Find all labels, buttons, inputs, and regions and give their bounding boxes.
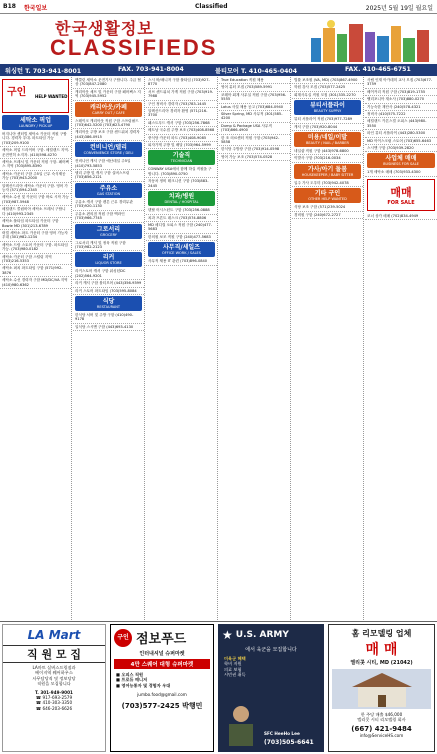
army-line1: 미육군 혜택	[224, 656, 246, 661]
category-title: 가사/아기 돌봄	[307, 165, 348, 173]
category-header-laundry	[2, 115, 69, 130]
help-wanted-banner	[2, 79, 69, 113]
category-header-convenience	[75, 142, 142, 157]
classified-ad[interactable]: 세탁소 드랍 스토어 카운터 구함. 파트타임 가능. (703)980-0182	[0, 242, 71, 254]
classified-ad[interactable]: 법률 보조원 (VA, MD) (703)867-4900	[292, 77, 363, 84]
classified-ad[interactable]: 기능숙한 재단사 (240)578-4321	[365, 104, 437, 111]
for-sale-en: FOR SALE	[387, 199, 415, 206]
classified-ad[interactable]: MD 메디컬 오피스 직원 구함 (240)477-5683	[146, 222, 217, 234]
army-line4: 시민권 취득	[224, 672, 246, 678]
classified-ad[interactable]: 스시 바/매니저 구함 풀타임 (703)927-8770	[146, 77, 217, 89]
lamart-line3: 사무담당직 및 정보당당	[32, 675, 76, 681]
remodel-line3: 엘리콧 시티 리모델링 회사	[357, 717, 406, 723]
category-title: 주유소	[99, 184, 118, 192]
category-header-nail	[294, 132, 361, 147]
column-3	[146, 77, 218, 620]
jumbo-badge: 구인	[114, 629, 132, 647]
category-subtitle: DENTAL / HOSPITAL	[164, 200, 199, 205]
category-header-grocery	[75, 224, 142, 239]
category-subtitle: GAS STATION	[96, 191, 121, 196]
jumbo-phone: (703)577-2425 박행민	[121, 701, 203, 710]
classified-ad[interactable]: 코레아 회계 사무실 직원 구함 (703)956-5555	[219, 92, 290, 104]
us-army-ad[interactable]	[218, 624, 324, 752]
category-title: 뷰티서플라이	[310, 102, 345, 110]
classified-ad[interactable]: 주유소 캐셔 구함 렌튼 근무 경력무관 (703)920-1130	[73, 199, 144, 211]
army-line2: 학비 지원	[224, 661, 242, 667]
remodel-email: info@ServiceHS.com	[359, 732, 404, 738]
classified-ad[interactable]: 리커 캐셔 구함 볼티모어 (443)356-9399	[73, 280, 144, 287]
classified-ad[interactable]: 식당 보조 구함 (571)239-5024	[292, 204, 363, 211]
classified-ad[interactable]: 덴탈 어시스턴트 구함 (703)256-0888	[146, 207, 217, 214]
classified-ad[interactable]: 한의원 보조 직원 구함 (240)477-5683	[146, 234, 217, 241]
classified-ad[interactable]: 한식당 서버 및 주방 구함 (410)490-9178	[73, 312, 144, 324]
issue-date: 2025년 5월 19일 월요일	[365, 5, 433, 12]
category-subtitle: BUSINESS FOR SALE	[383, 162, 419, 167]
lamart-phone1: T. 301-949-9001	[35, 689, 73, 695]
classified-ad[interactable]: 세탁소 수선 경력자 구함 MD/DC/VA 지역 (410)980-6362	[0, 277, 71, 289]
classified-ad[interactable]: 버지니아 센터빌 세탁소 카운터 직원 구합니다. 경력자 우대. 파트타임 가능 (703)209-9100	[0, 131, 71, 147]
classified-ad[interactable]: 영어 튜터 모집 (703)589-5991	[219, 84, 290, 91]
category-title: 캐리아웃/카페	[90, 103, 127, 111]
help-wanted-ko: 구인	[7, 87, 27, 98]
jumbo-line2: ■ 오피스 직원	[116, 672, 144, 677]
classified-ad[interactable]: 정비사 (410)575-7222	[365, 111, 437, 118]
category-title: 리커	[102, 254, 115, 262]
army-rep: SFC HeeHo Lee	[264, 730, 300, 736]
classified-ad[interactable]: 팰리포니아 재소사 (703)880-0270	[365, 96, 437, 103]
classified-ad[interactable]: Lotus 사설 채용 공고 (703)684-0940	[219, 104, 290, 111]
category-subtitle: LAUNDRY / PICK-UP	[18, 124, 53, 128]
masthead	[0, 14, 437, 64]
category-title: 미용/네일/이발	[307, 134, 348, 142]
jumbo-line4: ■ 영어능통자 및 경험자 우대	[116, 682, 171, 688]
section-name: Classified	[195, 3, 228, 10]
soldier-photo	[223, 702, 259, 746]
classified-ad[interactable]: 뷰티 서플라이 직원 (703)977-7289	[292, 116, 363, 123]
classified-ad[interactable]: 세탁소 픽업 드라이버 구함. 메릴랜드 지역. 운전면허 소지자. (410)598-4270	[0, 147, 71, 159]
bottom-ads	[0, 621, 437, 754]
category-subtitle: CARRY OUT / CAFE	[92, 110, 125, 115]
classified-ad[interactable]: 코너 상가 매매 (702)834-4949	[365, 213, 437, 220]
category-subtitle: BEAUTY / NAIL / BARBER	[306, 141, 349, 146]
house-icon	[332, 669, 432, 709]
category-title: 그로서리	[96, 225, 121, 233]
classified-ad[interactable]: 스시맨 구함 (703)939-2820	[365, 145, 437, 152]
house-photo	[332, 669, 431, 709]
classified-ad[interactable]: 리커 스토어 파트타임 (703)595-8084	[73, 288, 144, 295]
dc-fax: FAX. 703-941-8004	[118, 66, 184, 73]
classified-ad[interactable]: Dump & Package USA 사무직 (703)866-4900	[219, 123, 290, 135]
classified-ad[interactable]: 그로서리 캐셔 및 정육 직원 구함 (703)982-2123	[73, 240, 144, 252]
army-line3: 의료 보험	[224, 666, 242, 672]
lamart-title: 직 원 모 집	[3, 645, 105, 663]
classified-ad[interactable]: 서브 샌드위치 가게 직원 구함 (703)919-7988	[146, 89, 217, 101]
classified-ad[interactable]: 사무직 채용 IT 관련 (703)896-0840	[146, 258, 217, 265]
classified-ad[interactable]: 세탁소 프레서 및 카운터 직원 구함. 페어팩스 지역 (703)895-8390	[0, 159, 71, 171]
category-subtitle: BEAUTY SUPPLY	[313, 109, 342, 114]
classified-ad[interactable]: 캐리아웃 주방 보조 구함 샌드위치 경력자 (443)386-0915	[73, 129, 144, 141]
category-subtitle: LIQUOR STORE	[95, 261, 122, 266]
lamart-phone4: ☎ 646-203-6626	[35, 705, 73, 711]
category-subtitle: GROCERY	[100, 232, 117, 237]
classified-ad[interactable]: 이발사 구함 (703)216-0034	[292, 155, 363, 162]
category-subtitle: RESTAURANT	[96, 304, 121, 309]
category-header-restaurant	[75, 296, 142, 311]
classified-ad[interactable]: Silver Spring, MD 사무직 (301)585-4200	[219, 111, 290, 123]
classified-ad[interactable]: 맥클린 세탁소 운전기사 구합니다. 주급 협상 (703)847-2080	[73, 77, 144, 89]
lamart-line2: 베이지역 웨어하우스	[35, 670, 73, 676]
classified-ad[interactable]: MD 아이스크림 스토어 (703)655-6463	[365, 138, 437, 145]
classified-ad[interactable]: 세탁소 카운터 구함 주5일 근무 숙식제공 가능 (703)943-2000	[0, 171, 71, 183]
jumbo-title: 점보푸드	[136, 632, 187, 647]
classified-ad[interactable]: 스테이크 캐리아웃 직원 구함 스프링필드 (703)642-5200 (703)623-4790	[73, 118, 144, 130]
category-subtitle: TECHNICIAN	[170, 159, 193, 164]
jumbo-food-ad[interactable]	[110, 624, 214, 752]
remodel-phone: (667) 421-9484	[351, 724, 412, 733]
remodel-line1: 엘리콧 시티, MD (21042)	[350, 660, 413, 666]
classified-ad[interactable]: 알렉산드리아 경력자 환영 (571)216-3700	[146, 108, 217, 120]
jumbo-line1: 4만 스퀘어 대형 슈퍼마켓	[114, 659, 210, 669]
classified-ad[interactable]: True Education 직원 채용	[219, 77, 290, 84]
lamart-line4: 직원을 모집합니다	[37, 681, 71, 687]
lamart-phone2: ☎ 917-693-2579	[35, 695, 73, 701]
category-header-household	[294, 164, 361, 179]
category-header-business	[367, 153, 435, 168]
category-title: 치과/병원	[168, 193, 195, 201]
classified-ad[interactable]: 베트남 국수집 주방 보조 (703)408-8568	[146, 127, 217, 134]
classified-ad[interactable]: 캐리아웃 셰프 및 카운터 구함 페어팩스 지역 (703)945-5952	[73, 89, 144, 101]
classified-ad[interactable]: 델리 주방 및 캐셔 구함 실버스프링 (703)856-2121	[73, 170, 144, 182]
category-subtitle: OTHER HELP WANTED	[308, 197, 347, 202]
classified-ad[interactable]: 피자가게 주방 및 배달 (703)964-5999	[146, 142, 217, 149]
title-korean: 한국생활정보	[55, 19, 154, 38]
category-header-other	[294, 188, 361, 203]
page-top-bar	[0, 0, 437, 14]
classified-ad[interactable]: 사립 인재 아카데미 교사 모집 (703)677-3759	[365, 77, 437, 89]
classified-ad[interactable]: 네일샵 직원 구함 (443)978-6800	[292, 148, 363, 155]
category-title: 컨비니언/델리	[90, 144, 127, 152]
classified-ad[interactable]: 세탁소 풀타임 파트타임 카운터 구함 Bowie MD (301)213-6789	[0, 218, 71, 230]
title-english: CLASSIFIEDS	[50, 35, 218, 60]
category-header-medical	[148, 191, 215, 206]
classified-ad[interactable]: 세탁소 퍼치 파트타임 구함 (571)992-3876	[0, 265, 71, 277]
classified-ad[interactable]: 주유소 편의점 직원 구함 맥라인 (703)966-7745	[73, 211, 144, 223]
remodel-line2: 한 주당 매출 $46,000	[360, 712, 403, 717]
classified-ad[interactable]: 중식당 카운터 파트 (703)408-9085	[146, 135, 217, 142]
classified-ad[interactable]: 회계사무실 직원 모집 (301)335-2270	[292, 92, 363, 99]
classified-ad[interactable]: 경비원 구함 (240)672-2727	[292, 212, 363, 219]
classified-ad[interactable]: 세탁소 카운터 구함 스털링 지역 (703)216-5353	[0, 254, 71, 266]
lamart-line1: LA마트 실버스프링점과	[32, 665, 76, 670]
classified-ad[interactable]: 학원 강사 모집 (703)577-2425	[292, 84, 363, 91]
category-header-office	[148, 242, 215, 257]
category-title: 식당	[102, 297, 115, 305]
category-header-beauty	[294, 100, 361, 115]
classified-ad[interactable]: 패스트푸드 캐셔 구함 (703)256-7868	[146, 120, 217, 127]
remodeling-ad[interactable]	[328, 624, 435, 752]
category-title: 기술직	[172, 152, 191, 160]
category-title: 사업체 매매	[385, 155, 417, 163]
jumbo-email: jumbo.food@gmail.com	[137, 692, 187, 698]
category-subtitle: HOUSEKEEPER / BABY SITTER	[301, 172, 354, 177]
remodel-subtitle: 매 매	[365, 642, 398, 658]
lamart-phone3: ☎ 410-303-3350	[35, 700, 73, 706]
classified-ad[interactable]: CONWAY USA에서 함께 하실 직원을 구합니다. (703)890-0750	[146, 166, 217, 178]
classified-grid	[0, 77, 437, 620]
dc-phone: 워싱턴 T. 703-941-8001	[5, 68, 82, 75]
star-icon: ★	[222, 628, 233, 642]
classified-ad[interactable]: 치과 프론트 데스크 (703)574-8806	[146, 215, 217, 222]
classified-ad[interactable]: 일식당 스시맨 구함 (443)693-4130	[73, 324, 144, 331]
classified-ad[interactable]: 입주 가사 도우미 (703)942-4078	[292, 180, 363, 187]
classified-ad[interactable]: 락빌 세탁소 파트 카운터 구함 영어 가능자 우대 (301)982-1234	[0, 230, 71, 242]
category-title: 세탁소 픽업	[19, 117, 52, 124]
classified-ad[interactable]: 1개 세탁소 매매 (703)933-4300	[365, 169, 437, 176]
jumbo-line3: ■ 프로듀 매니저	[116, 677, 148, 683]
category-title: 기타 구인	[314, 190, 341, 198]
army-subtitle: 에서 육군을 모집합니다	[245, 647, 297, 653]
page-number: B18	[3, 3, 16, 10]
jumbo-subtitle: 인터내셔널 슈퍼마켓	[139, 651, 185, 657]
classified-ad[interactable]: 메릴랜드 콜럼비아 세탁소 프레서 구합니다 (410)993-2345	[0, 206, 71, 218]
category-header-gas	[75, 183, 142, 198]
for-sale-banner	[367, 179, 435, 211]
classified-ad[interactable]: 한 조 의료센터 직원 구함 (703)942-5858	[219, 135, 290, 147]
column-5	[292, 77, 364, 620]
column-1	[0, 77, 72, 620]
lamart-logo: LA Mart	[27, 628, 81, 642]
remodel-title: 홈 리모델링 업체	[351, 629, 412, 638]
classified-ad[interactable]: 알렉산드리아 세탁소 카운터 구함. 영어 가능자 (571)594-2345	[0, 183, 71, 195]
army-title: U.S. ARMY	[235, 630, 289, 640]
help-wanted-en: HELP WANTED	[35, 94, 68, 99]
brand-name: 한국일보	[24, 5, 48, 12]
classified-ad[interactable]: 컨비니언 캐셔 구함 애난데일 주5일 (410)793-5853	[73, 158, 144, 170]
classified-ad[interactable]: 베이커리 직원 구함 (703)819-1755	[365, 89, 437, 96]
category-title: 사무직/세일즈	[163, 244, 200, 252]
category-header-tech	[148, 150, 215, 165]
contact-bar	[0, 64, 437, 76]
classified-ad[interactable]: 자동차 정비 테크니션 구함 (703)883-2445	[146, 178, 217, 190]
classified-ad[interactable]: 영어 가능 보조 (703)574-0528	[219, 154, 290, 161]
city-skyline-illustration	[311, 18, 431, 62]
md-fax: FAX. 410-465-6751	[345, 66, 411, 73]
category-header-liquor	[75, 252, 142, 267]
lamart-ad[interactable]	[2, 624, 106, 752]
column-6	[365, 77, 437, 620]
category-subtitle: OFFICE WORK / SALES	[162, 251, 201, 256]
for-sale-ko: 매매	[390, 185, 412, 199]
classified-ad[interactable]: 세탁소 수선 및 카운터 구함 바로 시작 가능 (703)987-5948	[0, 194, 71, 206]
column-4	[219, 77, 291, 620]
category-subtitle: CONVENIENCE STORE / DELI	[83, 151, 134, 156]
classified-ad[interactable]: 파인 뷰티 서플라이 (443)280-5300	[365, 130, 437, 137]
category-header-carryout	[75, 102, 142, 117]
classified-ad[interactable]: 구인 정비사 경력자 (703)783-1445	[146, 101, 217, 108]
classified-ad[interactable]: 캐셔 구함 (703)920-8044	[292, 124, 363, 131]
md-phone: 볼티모어 T. 410-465-0404	[215, 68, 298, 75]
classified-ad[interactable]: 리커스토어 캐셔 구함 워싱턴DC (202)564-9201	[73, 268, 144, 280]
army-phone: (703)505-6641	[264, 739, 314, 746]
column-2	[73, 77, 145, 620]
classified-ad[interactable]: 한식당 주방장 구함 (703)914-0598	[219, 146, 290, 153]
classified-ad[interactable]: 메릴랜드 카톤스빌 오피스 (443)980-3550	[365, 118, 437, 130]
